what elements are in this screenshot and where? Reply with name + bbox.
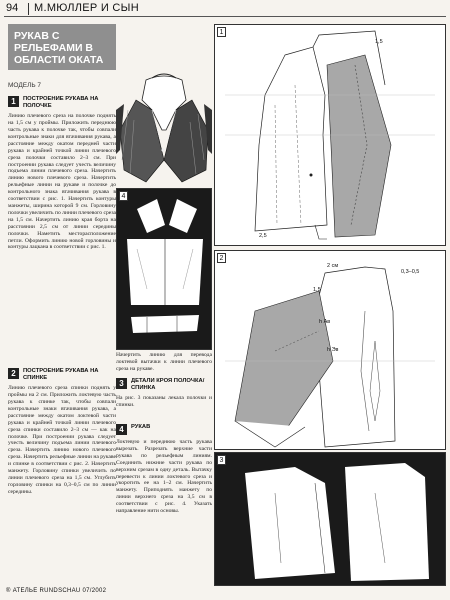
- step-4-text: Локтевую и переднюю часть рукава вырезать. Разрезать верхние части рукава по рельефным линиям. Соединить нижние части рукава по верхним срезам в одну деталь. Вытачку перевести к линии локтевого среза и укоротить ее на 1–2 см. Начертить манжету. Приподнять манжету по линии верхнего среза на 3,5 см в соответствии с рис. 4. Указать направление нити основы.: [116, 439, 212, 515]
- step-4-heading: [116, 424, 212, 435]
- publisher-name: М.МЮЛЛЕР И СЫН: [34, 2, 139, 14]
- step-3: [116, 378, 212, 409]
- figure-2-label-c: 1,5: [313, 287, 321, 293]
- front-back-pattern-pieces: [215, 453, 447, 587]
- header-rule: [4, 16, 446, 17]
- figure-3-number: 3: [217, 455, 226, 465]
- step-1: [8, 96, 116, 251]
- dart-transfer-note: Начертить линию для перевода локтевой вытачки к линии плечевого среза на рукаве.: [116, 352, 212, 372]
- step-3-title: ДЕТАЛИ КРОЯ ПОЛОЧКА/СПИНКА: [131, 378, 205, 391]
- step-2-title: ПОСТРОЕНИЕ РУКАВА НА СПИНКЕ: [23, 368, 99, 381]
- step-3-heading: [116, 378, 212, 391]
- jacket-illustration: [116, 70, 212, 188]
- step-1-heading: [8, 96, 116, 109]
- step-2: [8, 368, 116, 496]
- front-sleeve-draft: [215, 25, 447, 247]
- step-4-number: 4: [116, 424, 127, 435]
- step-1-number: 1: [8, 96, 19, 107]
- step-2-heading: [8, 368, 116, 381]
- header-divider: [28, 3, 29, 15]
- step-3-number: 3: [116, 378, 127, 389]
- step-2-number: 2: [8, 368, 19, 379]
- figure-1-number: 1: [217, 27, 226, 37]
- step-4: [116, 424, 212, 515]
- step-2-text: Линию плечевого среза спинки поднять у проймы на 2 см. Приложить локтевую часть рукава к спинке так, чтобы совпали контрольные знаки втачивания рукава, а расстояние между окатом локтевой части рукава и крайней точкой линии плечевого среза спинки составило 2–3 см — как на полочке. При построении рукава следует учесть величину подъема линии плечевого среза. Начертить линию нового плечевого среза. Начертить рельефные линии на рукаве и спинке в соответствии с рис. 2. Начертить манжету. Горловину спинки увеличить по линии плечевого среза на 1,5 см. Углубить горловину спинки на 0,3–0,5 см по линии середины.: [8, 385, 116, 495]
- figure-2-label-e: h Эв: [327, 347, 339, 353]
- figure-2-label-d: h Ав: [319, 319, 331, 325]
- figure-2-panel: [214, 250, 446, 450]
- page-number: 94: [6, 2, 19, 14]
- figure-2-label-b: 2 см: [327, 263, 339, 269]
- model-label: МОДЕЛЬ 7: [8, 82, 42, 89]
- figure-1-panel: [214, 24, 446, 246]
- figure-2-label-a: 0,3–0,5: [401, 269, 420, 275]
- jacket-drawing: [116, 70, 212, 188]
- figure-3-panel: [214, 452, 446, 586]
- step-1-text: Линию плечевого среза на полочке поднять на 1,5 см у проймы. Приложить переднюю часть рукава к полочке так, чтобы совпали контрольные знаки для втачивания рукава, а расстояние между окатом передней части рукава и крайней точкой линии плечевого среза полочки составило 2–3 см. При построении рукава следует учесть величину подъема линии плечевого среза. Начертить линию нового плечевого среза. Начертить рельефные линии на рукаве и полочке до контрольного знака втачивания рукава в соответствии с рис. 1. Начертить контуры манжеты, ширина которой 9 см. Горловину полочки увеличить по линии плечевого среза на 1,5 см. Начертить линию края борта на расстоянии 2,5 см от линии середины полочки. Наметить месторасположение петли. Оформить линию новой горловины и контуры лацкана в соответствии с рис. 1.: [8, 113, 117, 251]
- step-3-text: На рис. 3 показаны лекала полочки и спинки.: [116, 395, 212, 409]
- figure-1-label-a: 2,5: [259, 233, 267, 239]
- sleeve-pattern-pieces: [117, 189, 213, 351]
- article-title: РУКАВ С РЕЛЬЕФАМИ В ОБЛАСТИ ОКАТА: [8, 24, 116, 70]
- figure-1-label-b: 1,5: [375, 39, 383, 45]
- figure-2-number: 2: [217, 253, 226, 263]
- figure-4-panel: [116, 188, 212, 350]
- footer-credit: ® АТЕЛЬЕ RUNDSCHAU 07/2002: [6, 588, 107, 594]
- step-1-title: ПОСТРОЕНИЕ РУКАВА НА ПОЛОЧКЕ: [23, 96, 99, 109]
- step-4-title: РУКАВ: [131, 424, 151, 430]
- figure-4-number: 4: [119, 191, 128, 201]
